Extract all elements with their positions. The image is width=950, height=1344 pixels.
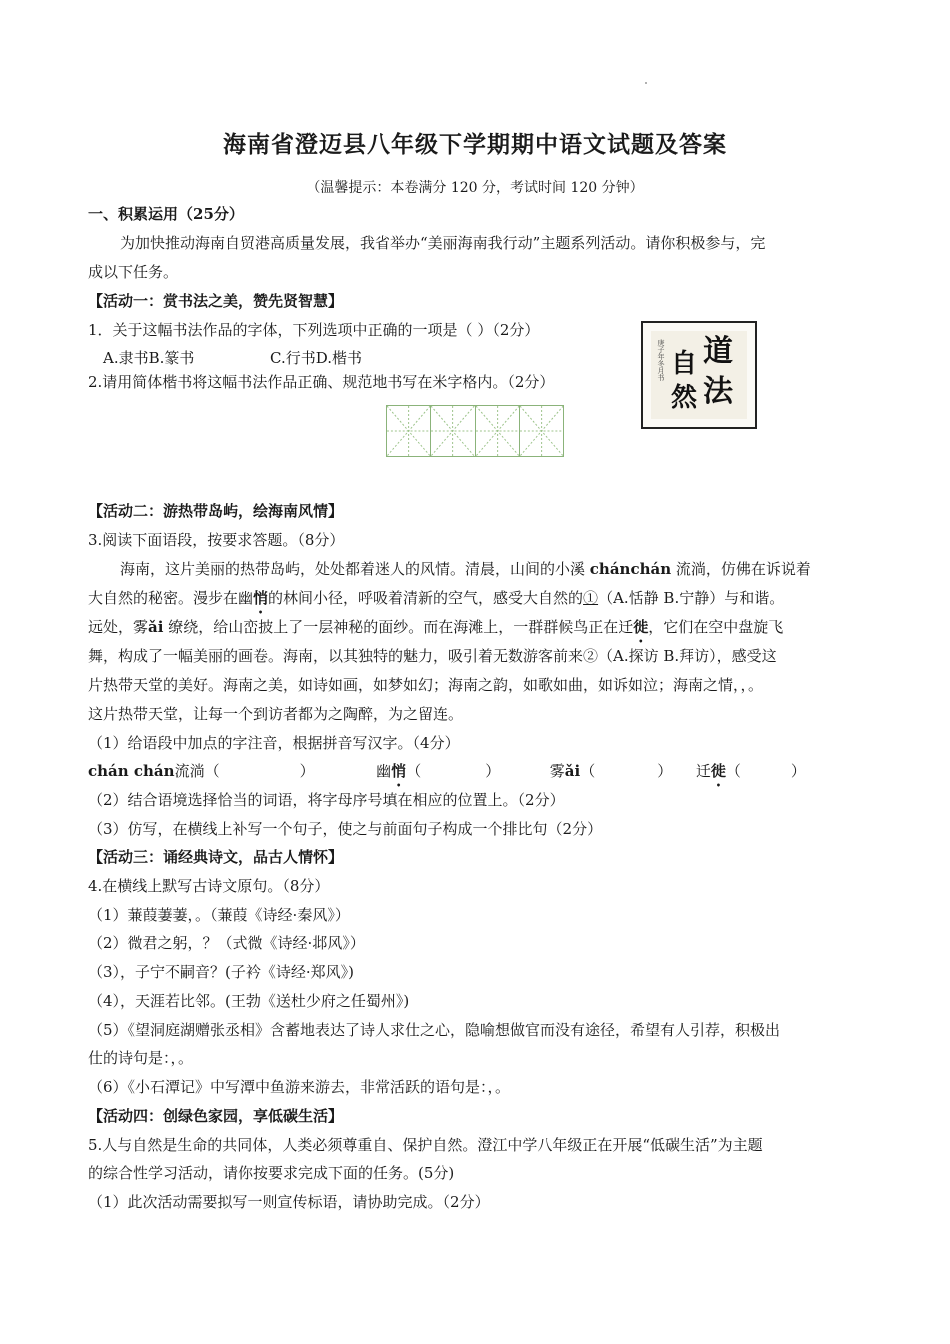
mizige-writing-grid[interactable]	[386, 405, 564, 457]
passage-text: 海南，这片美丽的热带岛屿，处处都着迷人的风情。清晨，山间的小溪	[120, 560, 590, 578]
pinyin-ai: ǎi	[564, 762, 581, 780]
question-3-1: （1）给语段中加点的字注音，根据拼音写汉字。（4分）	[88, 734, 460, 752]
mizige-cell[interactable]	[520, 406, 563, 456]
question-1-options-ab: A.隶书B.篆书	[103, 349, 195, 367]
answer-close: ）	[485, 762, 501, 780]
question-3-2: （2）结合语境选择恰当的词语，将字母序号填在相应的位置上。（2分）	[88, 791, 565, 809]
question-4-4: （4），天涯若比邻。(王勃《送杜少府之任蜀州》)	[88, 992, 410, 1010]
calligraphy-artwork	[641, 321, 757, 429]
activity-4-heading: 【活动四：创绿色家园，享低碳生活】	[88, 1107, 344, 1125]
dotted-char-xi: 徙	[710, 762, 726, 780]
question-3: 3.阅读下面语段，按要求答题。（8分）	[88, 531, 345, 549]
passage-line-6: 这片热带天堂，让每一个到访者都为之陶醉，为之留连。	[88, 705, 464, 723]
passage-line-1	[88, 559, 868, 579]
answer-open: 流淌（	[174, 762, 220, 780]
passage-text: ，它们在空中盘旋飞	[648, 618, 784, 636]
question-1-options-cd: C.行书D.楷书	[270, 349, 362, 367]
intro-line-2: 成以下任务。	[88, 263, 179, 281]
passage-text: 缭绕，给山峦披上了一层神秘的面纱。而在海滩上，一群群候鸟正在迁	[163, 618, 634, 636]
answer-close: ）	[299, 762, 315, 780]
word-qian: 迁	[695, 762, 711, 780]
word-wu: 雾	[549, 762, 565, 780]
passage-text: 流淌，仿佛在诉说着	[671, 560, 811, 578]
calligraphy-char: 然	[671, 383, 698, 413]
answer-open: （	[725, 762, 741, 780]
activity-3-heading: 【活动三：诵经典诗文，品古人情怀】	[88, 848, 344, 866]
page-title: 海南省澄迈县八年级下学期期中语文试题及答案	[223, 131, 727, 158]
pinyin-chanchan: chánchán	[589, 560, 672, 578]
question-5-line-2: 的综合性学习活动，请你按要求完成下面的任务。(5分)	[88, 1164, 455, 1182]
activity-1-heading: 【活动一：赏书法之美，赞先贤智慧】	[88, 292, 344, 310]
mizige-cell[interactable]	[476, 406, 520, 456]
dotted-char-qiao: 悄	[391, 762, 407, 780]
answer-open: （	[580, 762, 596, 780]
question-2: 2.请用简体楷书将这幅书法作品正确、规范地书写在米字格内。（2分）	[88, 373, 555, 391]
blank-1[interactable]: ①	[583, 589, 599, 607]
dotted-char-xi: 徙	[633, 618, 649, 636]
passage-line-3	[88, 617, 868, 646]
intro-line-1: 为加快推动海南自贸港高质量发展，我省举办“美丽海南我行动”主题系列活动。请你积极参与，完	[120, 234, 766, 252]
question-4-6: （6）《小石潭记》中写潭中鱼游来游去，非常活跃的语句是：，。	[88, 1078, 511, 1096]
scan-speck	[645, 82, 647, 84]
calligraphy-char: 法	[703, 374, 733, 409]
section-heading-1: 一、积累运用（25分）	[88, 205, 244, 223]
calligraphy-inscription: 庚子年冬月书	[657, 339, 665, 381]
passage-text: 大自然的秘密。漫步在幽	[88, 589, 254, 607]
question-4-1: （1）蒹葭萋萋，。（蒹葭《诗经·秦风》）	[88, 906, 350, 924]
question-4-2: （2）微君之躬，？（式微《诗经·邶风》）	[88, 934, 365, 952]
question-4-5-line-2: 仕的诗句是：，。	[88, 1049, 194, 1067]
passage-line-5: 片热带天堂的美好。海南之美，如诗如画，如梦如幻；海南之韵，如歌如曲，如诉如泣；海南之情，，。	[88, 676, 764, 694]
passage-line-2	[88, 588, 868, 617]
passage-text: 远处，雾	[88, 618, 149, 636]
answer-close: ）	[657, 762, 673, 780]
question-5-line-1: 5.人与自然是生命的共同体，人类必须尊重自、保护自然。澄江中学八年级正在开展“低碳生活”为主题	[88, 1136, 763, 1154]
passage-line-4: 舞，构成了一幅美丽的画卷。海南，以其独特的魅力，吸引着无数游客前来②（A.探访 B.拜访），感受这	[88, 647, 777, 665]
passage-text: （A.恬静 B.宁静）与和谐。	[598, 589, 785, 607]
calligraphy-paper	[651, 331, 747, 419]
calligraphy-char: 自	[671, 349, 698, 379]
mizige-cell[interactable]	[387, 406, 431, 456]
pinyin-chanchan: chán chán	[88, 762, 175, 780]
question-5-1: （1）此次活动需要拟写一则宣传标语，请协助完成。（2分）	[88, 1193, 490, 1211]
question-4-5-line-1: （5）《望洞庭湖赠张丞相》含蓄地表达了诗人求仕之心，隐喻想做官而没有途径，希望有人引荐，积极出	[88, 1021, 781, 1039]
passage-text: 的林间小径，呼吸着清新的空气，感受大自然的	[268, 589, 584, 607]
answer-open: （	[406, 762, 422, 780]
activity-2-heading: 【活动二：游热带岛屿，绘海南风情】	[88, 502, 344, 520]
mizige-cell[interactable]	[431, 406, 475, 456]
word-you: 幽	[376, 762, 392, 780]
calligraphy-char: 道	[703, 334, 733, 369]
question-1: 1．关于这幅书法作品的字体，下列选项中正确的一项是（ ）（2分）	[88, 321, 540, 339]
answer-close: ）	[790, 762, 806, 780]
pinyin-answer-row	[88, 761, 868, 790]
exam-tip: （温馨提示：本卷满分 120 分，考试时间 120 分钟）	[306, 180, 644, 196]
question-3-3: （3）仿写，在横线上补写一个句子，使之与前面句子构成一个排比句（2分）	[88, 820, 603, 838]
question-4: 4.在横线上默写古诗文原句。（8分）	[88, 877, 330, 895]
question-4-3: （3），子宁不嗣音？(子衿《诗经·郑风》)	[88, 963, 355, 981]
pinyin-ai: ǎi	[148, 618, 164, 636]
dotted-char-qiao: 悄	[253, 589, 269, 607]
